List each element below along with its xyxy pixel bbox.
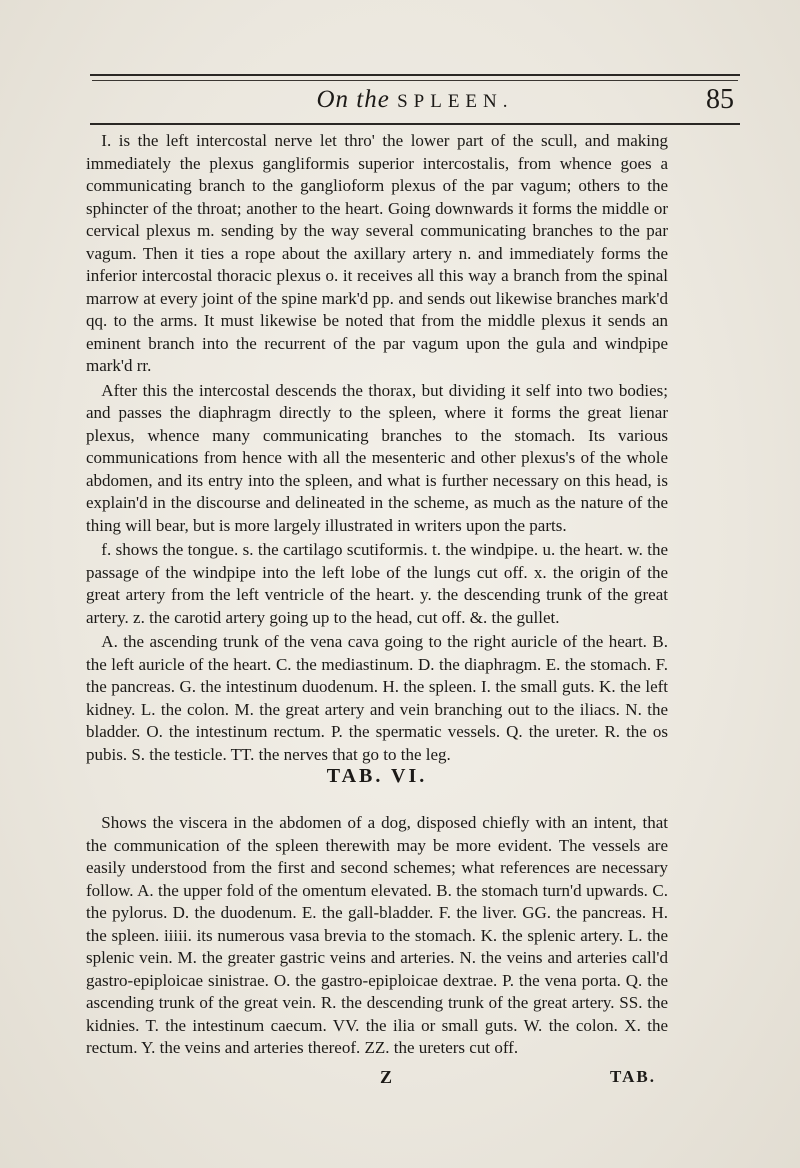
running-head-caps: SPLEEN. — [397, 91, 514, 112]
paragraph-plate-six: Shows the viscera in the abdomen of a dog, disposed chiefly with an intent, that the communication of the spleen therewith may be more evident. The vessels are easily understood from the first and second schemes; what references are necessary follow. A. the upper fold of the omentum elevated. B. the stomach turn'd upwards. C. the pylorus. D. the duodenum. E. the gall-bladder. F. the liver. GG. the pancreas. H. the spleen. iiiii. its numerous vasa brevia to the stomach. K. the splenic artery. L. the splenic vein. M. the greater gastric veins and arteries. N. the veins and arteries call'd gastro-epiploicae sinistrae. O. the gastro-epiploicae dextrae. P. the vena porta. Q. the ascending trunk of the great vein. R. the descending trunk of the great artery. SS. the kidnies. T. the intestinum caecum. VV. the ilia or small guts. W. the colon. X. the rectum. Y. the veins and arteries thereof. ZZ. the ureters cut off. — [86, 813, 668, 1057]
header-rule-bottom — [90, 123, 740, 125]
paragraph-nerve-description: I. is the left intercostal nerve let thro' the lower part of the scull, and making immediately the plexus gangliformis superior intercostalis, from whence goes a communicating branch to the ganglioform plexus of the par vagum; others to the sphincter of the throat; another to the heart. Going downwards it forms the middle or cervical plexus m. sending by the way several communicating branches to the par vagum. Then it ties a rope about the axillary artery n. and immediately forms the inferior intercostal thoracic plexus o. it receives all this way a branch from the spinal marrow at every joint of the spine mark'd pp. and sends out likewise branches mark'd qq. to the arms. It must likewise be noted that from the middle plexus it sends an eminent branch into the recurrent of the par vagum upon the gula and windpipe mark'd rr. — [86, 131, 668, 375]
plate-text — [86, 812, 668, 1062]
running-head-italic: On the — [316, 86, 390, 113]
header-rule-top — [90, 74, 740, 76]
paragraph-tongue-references: f. shows the tongue. s. the cartilago scutiformis. t. the windpipe. u. the heart. w. the passage of the windpipe into the left lobe of the lungs cut off. x. the origin of the great artery from the left ventricle of the heart. y. the descending trunk of the great artery. z. the carotid artery going up to the head, cut off. &. the gullet. — [86, 540, 668, 627]
running-head — [92, 86, 738, 114]
paragraph-trunk-references: A. the ascending trunk of the vena cava going to the right auricle of the heart. B. the left auricle of the heart. C. the mediastinum. D. the diaphragm. E. the stomach. F. the pancreas. G. the intestinum duodenum. H. the spleen. I. the small guts. K. the left kidney. L. the colon. M. the great artery and vein branching out to the iliacs. N. the bladder. O. the intestinum rectum. P. the spermatic vessels. Q. the ureter. R. the os pubis. S. the testicle. TT. the nerves that go to the leg. — [86, 632, 668, 764]
plate-heading: TAB. VI. — [326, 765, 428, 787]
signature-mark: Z — [380, 1067, 393, 1087]
catchword: TAB. — [610, 1067, 656, 1086]
page-number: 85 — [706, 84, 734, 115]
header-rule-top-thin — [92, 80, 738, 81]
paragraph-intercostal-descent: After this the intercostal descends the thorax, but dividing it self into two bodies; and passes the diaphragm directly to the spleen, where it forms the great lienar plexus, whence many communicating branches to the stomach. Its various communications from hence with all the mesenteric and other plexus's of the whole abdomen, and its entry into the spleen, and what is further necessary on this head, is explain'd in the discourse and delineated in the scheme, as much as the nature of the thing will bear, but is more largely illustrated in writers upon the parts. — [86, 380, 668, 535]
body-text — [86, 130, 668, 768]
page-header — [92, 84, 738, 120]
